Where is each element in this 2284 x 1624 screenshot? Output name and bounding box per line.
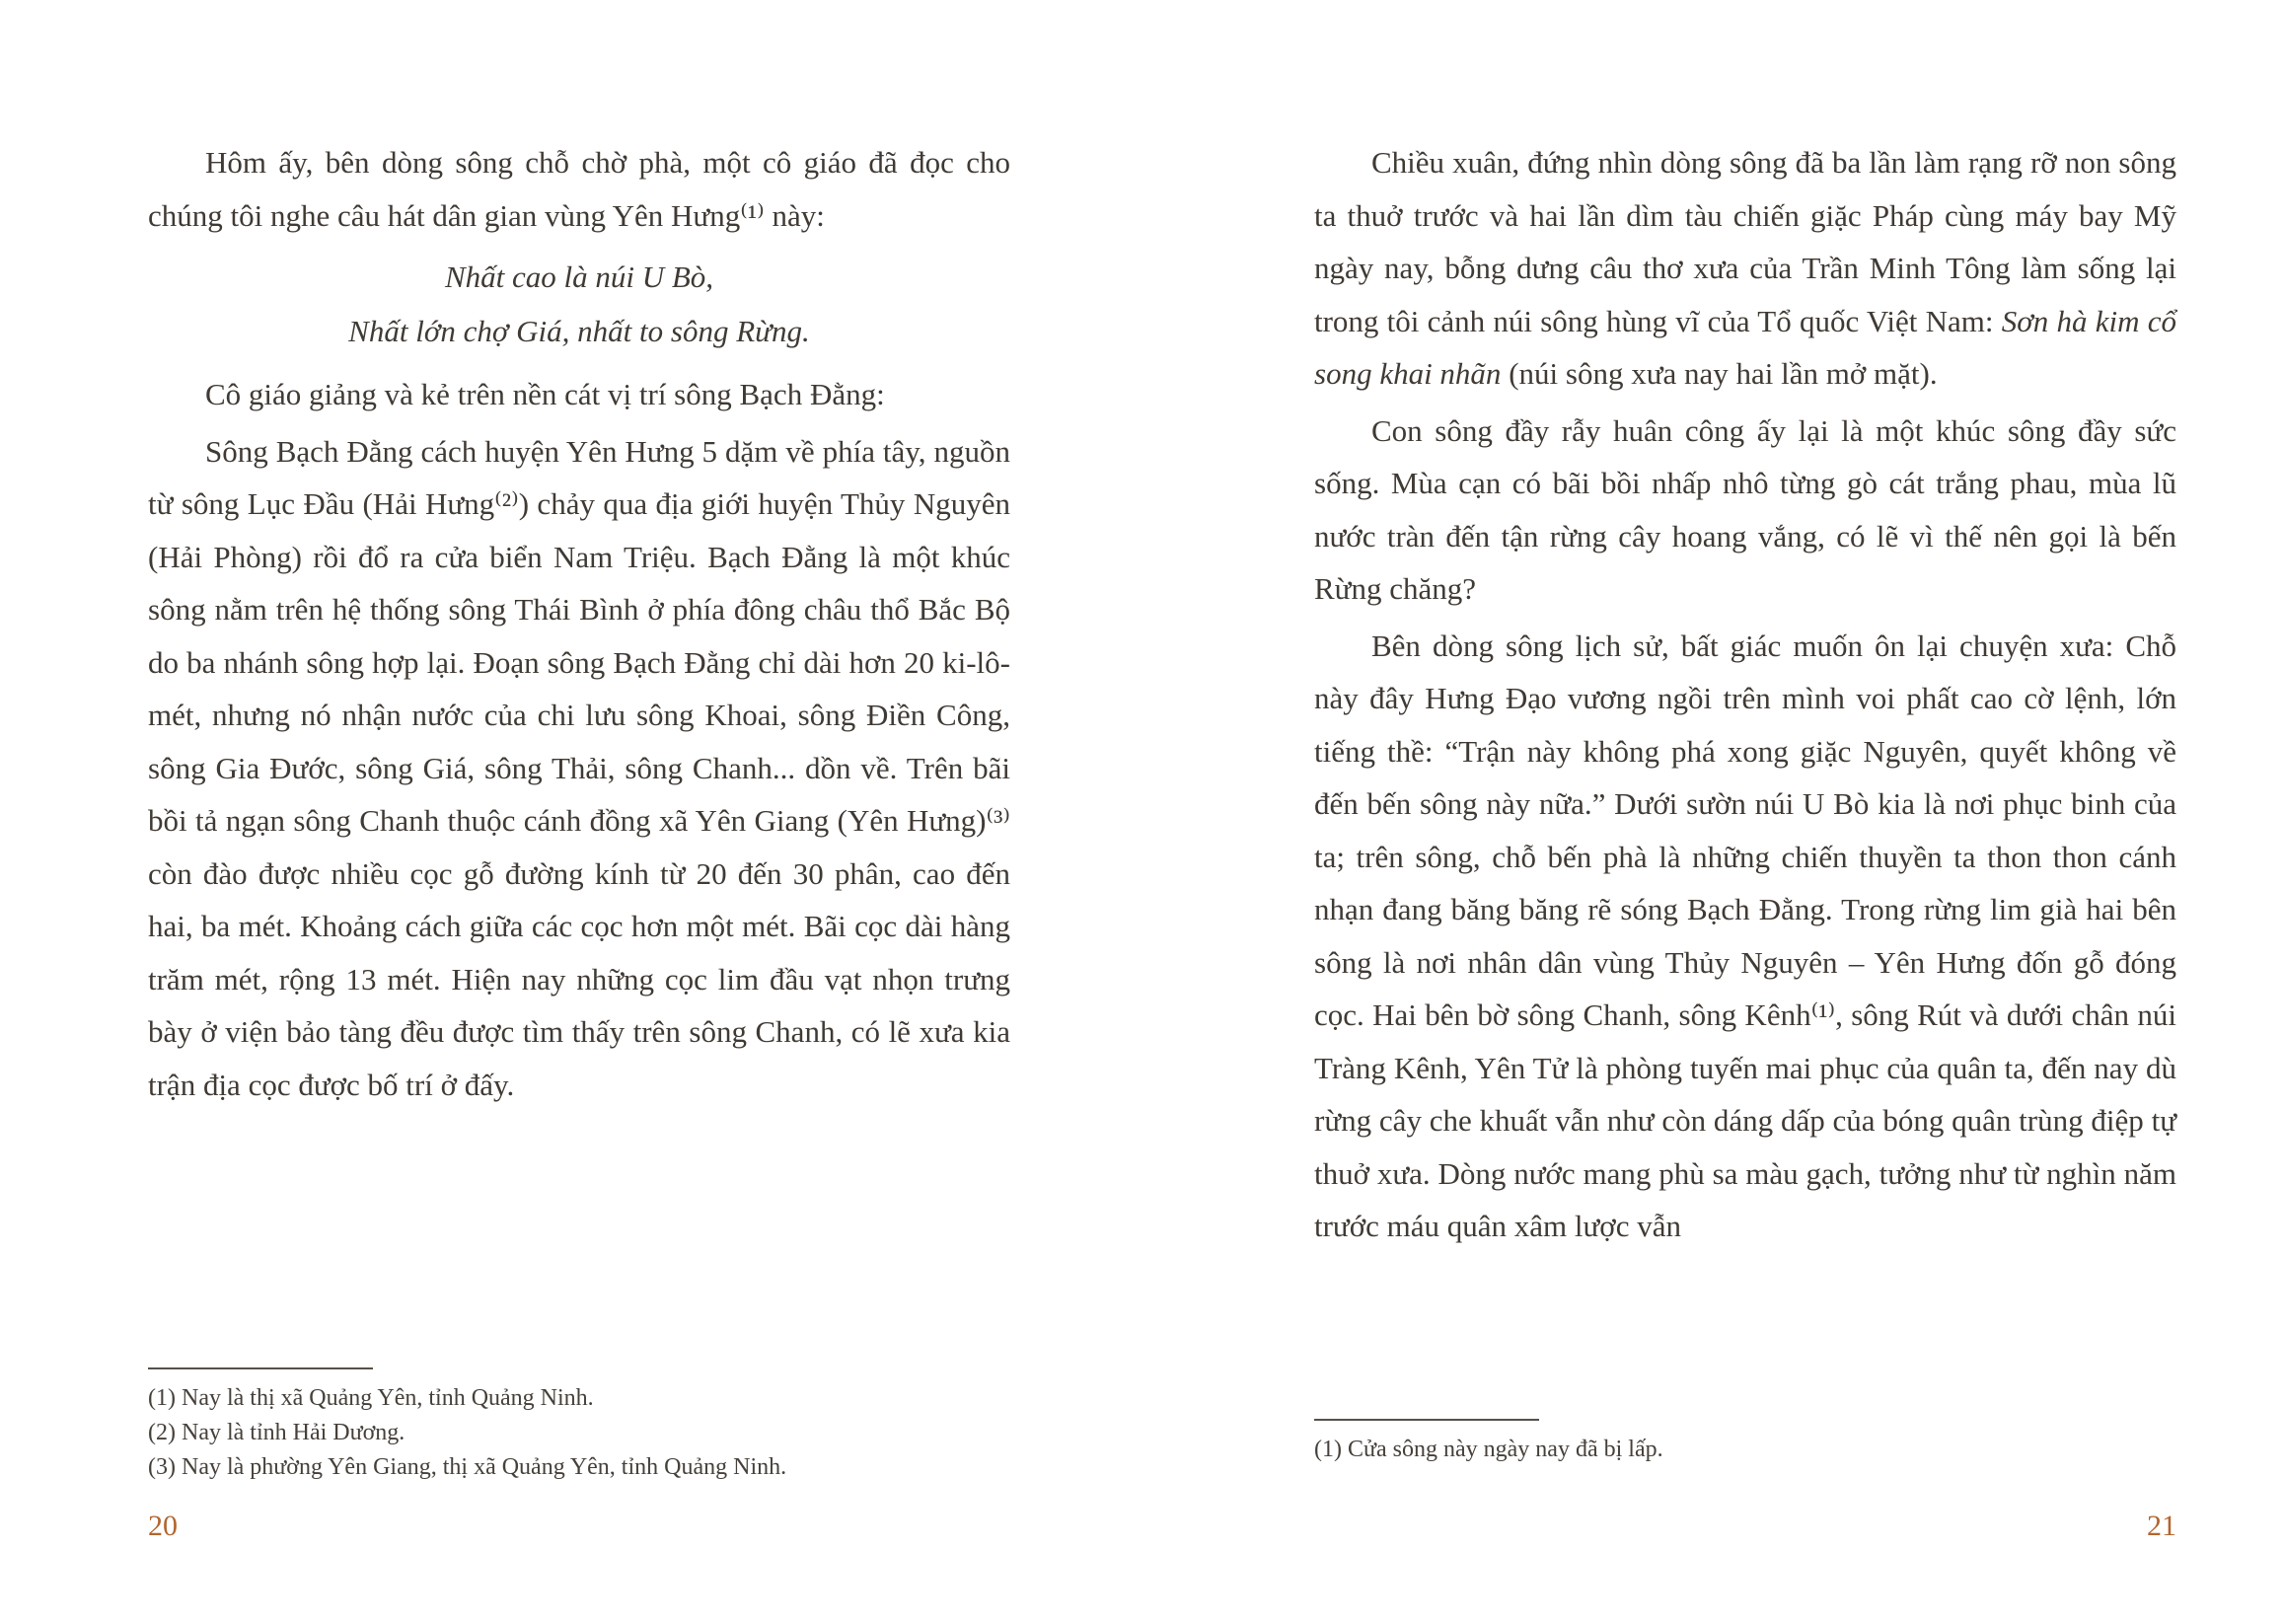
page-right-body xyxy=(1314,136,2176,1257)
page-number-left: 20 xyxy=(148,1510,178,1542)
footnote-separator xyxy=(148,1367,373,1369)
verse-line: Nhất cao là núi U Bò, xyxy=(444,259,714,294)
paragraph-segment: Chiều xuân, đứng nhìn dòng sông đã ba lần làm rạng rỡ non sông ta thuở trước và hai lần dìm tàu chiến giặc Pháp cùng máy bay Mỹ ngày nay, bỗng dưng câu thơ xưa của Trần Minh Tông làm sống lại trong tôi cảnh núi sông hùng vĩ của Tổ quốc Việt Nam: xyxy=(1314,145,2176,338)
paragraph xyxy=(1314,136,2176,401)
paragraph: Bên dòng sông lịch sử, bất giác muốn ôn lại chuyện xưa: Chỗ này đây Hưng Đạo vương ngồi trên mình voi phất cao cờ lệnh, lớn tiếng thề: “Trận này không phá xong giặc Nguyên, quyết không về đến bến sông này nữa.” Dưới sườn núi U Bò kia là nơi phục binh của ta; trên sông, chỗ bến phà là những chiến thuyền ta thon thon cánh nhạn đang băng băng rẽ sóng Bạch Đằng. Trong rừng lim già hai bên sông là nơi nhân dân vùng Thủy Nguyên – Yên Hưng đốn gỗ đóng cọc. Hai bên bờ sông Chanh, sông Kênh⁽¹⁾, sông Rút và dưới chân núi Tràng Kênh, Yên Tử là phòng tuyến mai phục của quân ta, đến nay dù rừng cây che khuất vẫn như còn dáng dấp của bóng quân trùng điệp tự thuở xưa. Dòng nước mang phù sa màu gạch, tưởng như từ nghìn năm trước máu quân xâm lược vẫn xyxy=(1314,627,2176,1243)
quoted-poem-line: Sơn hà kim cổ song khai nhãn xyxy=(1314,303,2176,391)
footnote-separator xyxy=(1314,1419,1539,1421)
footnote: (1) Cửa sông này ngày nay đã bị lấp. xyxy=(1314,1437,1663,1462)
folk-verse xyxy=(148,250,1010,358)
paragraph: Sông Bạch Đằng cách huyện Yên Hưng 5 dặm về phía tây, nguồn từ sông Lục Đầu (Hải Hưng⁽²⁾) chảy qua địa giới huyện Thủy Nguyên (Hải Phòng) rồi đổ ra cửa biển Nam Triệu. Bạch Đằng là một khúc sông nằm trên hệ thống sông Thái Bình ở phía đông châu thổ Bắc Bộ do ba nhánh sông hợp lại. Đoạn sông Bạch Đằng chỉ dài hơn 20 ki-lô-mét, nhưng nó nhận nước của chi lưu sông Khoai, sông Điền Công, sông Gia Đước, sông Giá, sông Thải, sông Chanh... dồn về. Trên bãi bồi tả ngạn sông Chanh thuộc cánh đồng xã Yên Giang (Yên Hưng)⁽³⁾ còn đào được nhiều cọc gỗ đường kính từ 20 đến 30 phân, cao đến hai, ba mét. Khoảng cách giữa các cọc hơn một mét. Bãi cọc dài hàng trăm mét, rộng 13 mét. Hiện nay những cọc lim đầu vạt nhọn trưng bày ở viện bảo tàng đều được tìm thấy trên sông Chanh, có lẽ xưa kia trận địa cọc được bố trí ở đấy. xyxy=(148,433,1010,1102)
verse-line: Nhất lớn chợ Giá, nhất to sông Rừng. xyxy=(348,314,810,348)
footnotes-right xyxy=(1314,1419,2176,1467)
footnote: (2) Nay là tỉnh Hải Dương. xyxy=(148,1420,405,1445)
footnote: (1) Nay là thị xã Quảng Yên, tỉnh Quảng Ninh. xyxy=(148,1385,594,1411)
footnotes-left xyxy=(148,1367,1010,1485)
paragraph: Cô giáo giảng và kẻ trên nền cát vị trí sông Bạch Đằng: xyxy=(205,377,885,411)
paragraph: Con sông đầy rẫy huân công ấy lại là một khúc sông đầy sức sống. Mùa cạn có bãi bồi nhấp nhô từng gò cát trắng phau, mùa lũ nước tràn đến tận rừng cây hoang vắng, có lẽ vì thế nên gọi là bến Rừng chăng? xyxy=(1314,412,2176,606)
page-left-body xyxy=(148,136,1010,1115)
paragraph: Hôm ấy, bên dòng sông chỗ chờ phà, một cô giáo đã đọc cho chúng tôi nghe câu hát dân gian vùng Yên Hưng⁽¹⁾ này: xyxy=(148,145,1010,233)
page-number-right: 21 xyxy=(2147,1510,2176,1542)
paragraph-segment: (núi sông xưa nay hai lần mở mặt). xyxy=(1501,356,1938,391)
footnote: (3) Nay là phường Yên Giang, thị xã Quảng Yên, tỉnh Quảng Ninh. xyxy=(148,1454,787,1480)
